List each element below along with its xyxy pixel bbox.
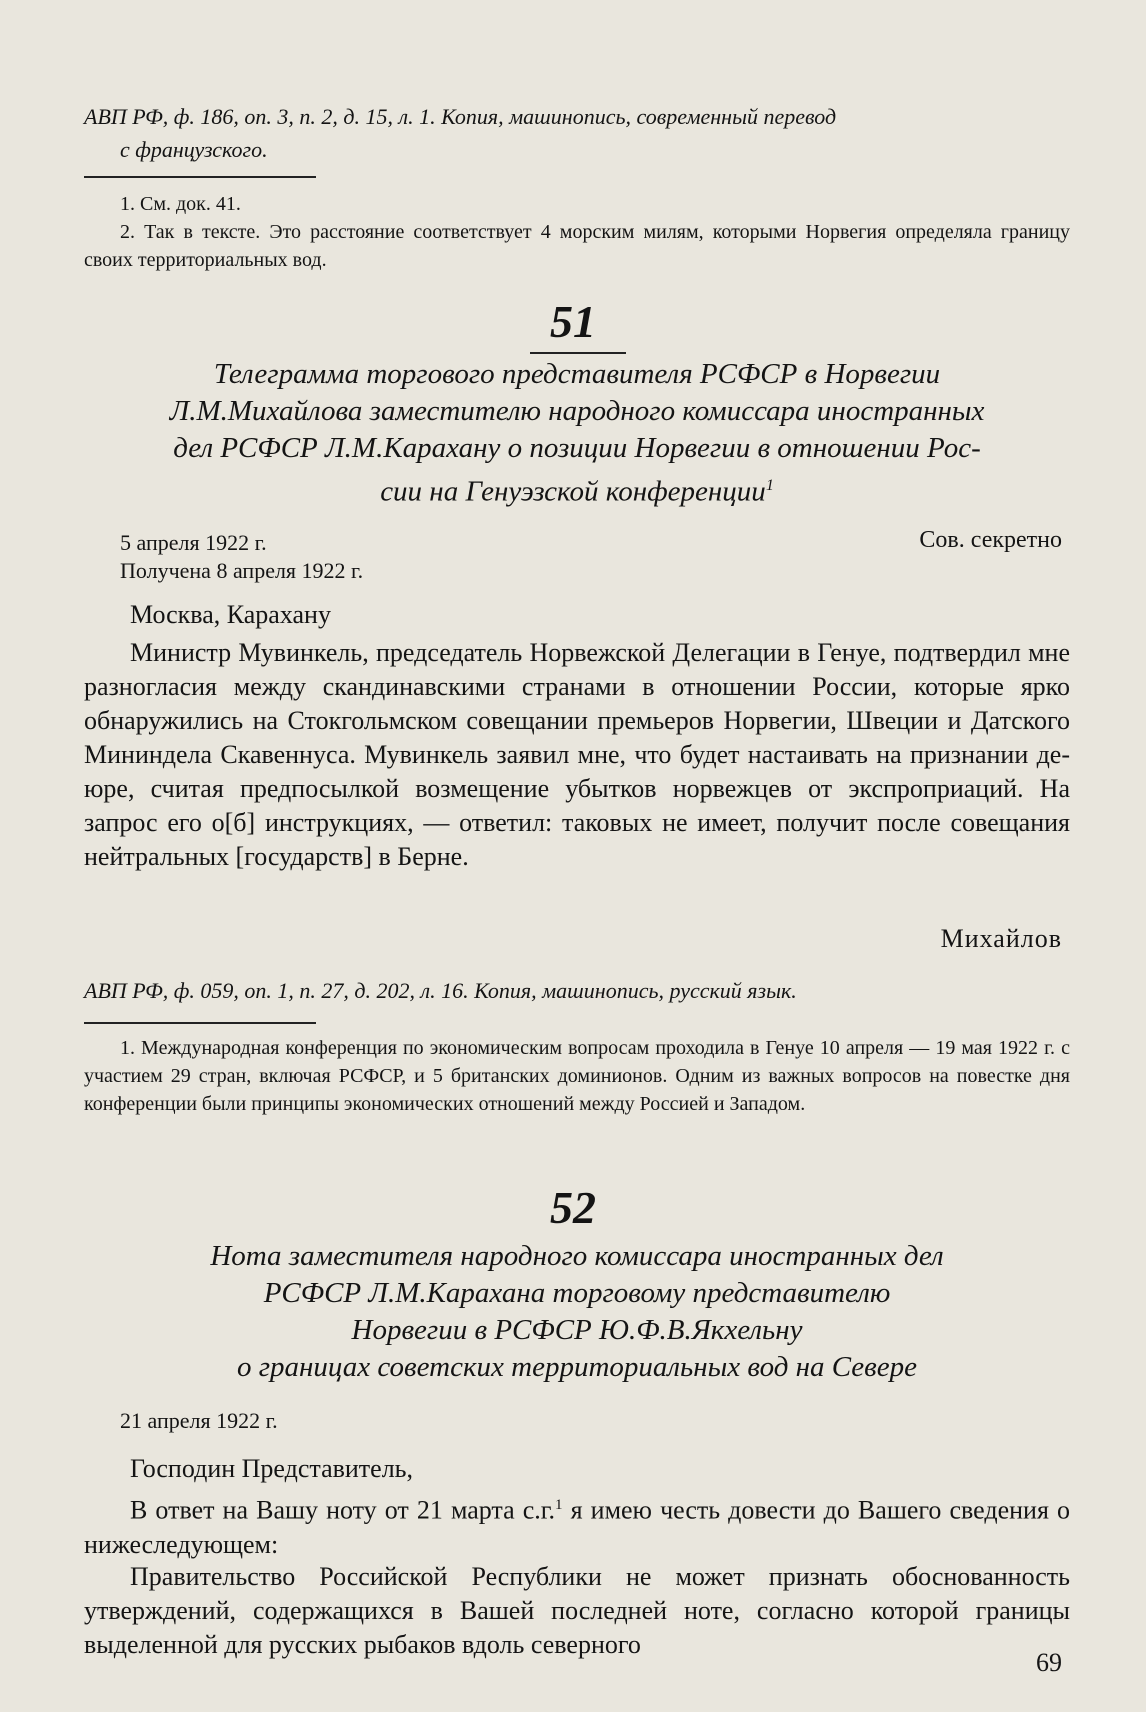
doc51-signature: Михайлов	[940, 924, 1062, 953]
doc51-title-line4: сии на Генуэзской конференции	[380, 475, 766, 508]
doc51-classification: Сов. секретно	[919, 527, 1062, 553]
footnote-rule	[84, 176, 316, 178]
doc50-source-line1: АВП РФ, ф. 186, оп. 3, п. 2, д. 15, л. 1. Копия, машинопись, современный перевод	[84, 104, 837, 129]
doc51-title-line2: Л.М.Михайлова заместителю народного комиссара иностранных	[169, 395, 985, 427]
doc51-title-footnote-ref: 1	[765, 477, 774, 494]
doc51-body	[84, 636, 1070, 874]
doc50-footnote-2: 2. Так в тексте. Это расстояние соответствует 4 морским милям, которыми Норвегия определяла границу своих территориальных вод.	[84, 221, 1070, 271]
doc52-salutation-text: Господин Представитель,	[130, 1454, 414, 1483]
doc51-title-line1: Телеграмма торгового представителя РСФСР в Норвегии	[213, 358, 941, 390]
doc51-number: 51	[550, 296, 596, 347]
doc51-title	[84, 356, 1070, 511]
doc52-salutation	[84, 1452, 1070, 1486]
doc52-title	[84, 1238, 1070, 1386]
doc52-para1-end: я имею честь довести до Вашего сведения о нижеследующем:	[84, 1495, 1070, 1559]
doc52-para1-start: В ответ на Вашу ноту от 21 марта с.г.	[130, 1495, 556, 1525]
doc52-paragraph-1	[84, 1488, 1070, 1562]
doc52-date: 21 апреля 1922 г.	[120, 1408, 278, 1433]
doc51-date: 5 апреля 1922 г.	[120, 530, 267, 555]
doc51-number-underline	[530, 352, 626, 354]
doc52-title-line4: о границах советских территориальных вод на Севере	[236, 1351, 918, 1383]
doc52-para1-footnote-ref: 1	[555, 1497, 563, 1513]
doc52-number: 52	[550, 1182, 596, 1233]
doc51-address	[84, 598, 1070, 632]
doc52-paragraph-2	[84, 1560, 1070, 1662]
footnote-rule-2	[84, 1022, 316, 1024]
doc52-title-line3: Норвегии в РСФСР Ю.Ф.В.Якхельну	[351, 1314, 803, 1346]
doc51-footnote-1: 1. Международная конференция по экономическим вопросам проходила в Генуе 10 апреля — 19 мая 1922 г. с участием 29 стран, включая РСФСР, и 5 британских доминионов. Одним из важных вопросов на повестке дня конференции были принципы экономических отношений между Россией и Западом.	[84, 1037, 1070, 1115]
doc51-address-text: Москва, Карахану	[130, 600, 331, 629]
doc52-title-line1: Нота заместителя народного комиссара иностранных дел	[210, 1240, 944, 1272]
doc50-footnote-1: 1. См. док. 41.	[120, 193, 241, 215]
doc51-source: АВП РФ, ф. 059, оп. 1, п. 27, д. 202, л. 16. Копия, машинопись, русский язык.	[84, 978, 797, 1003]
doc52-title-line2: РСФСР Л.М.Карахана торговому представителю	[263, 1277, 891, 1309]
doc51-body-text: Министр Мувинкель, председатель Норвежской Делегации в Генуе, подтвердил мне разногласия между скандинавскими странами в отношении России, которые ярко обнаружились на Стокгольмском совещании премьеров Норвегии, Швеции и Датского Мининдела Скавеннуса. Мувинкель заявил мне, что будет настаивать на признании де-юре, считая предпосылкой возмещение убытков норвежцев от экспроприаций. На запрос его о[б] инструкциях, — ответил: таковых не имеет, получит после совещания нейтральных [государств] в Берне.	[84, 638, 1070, 871]
doc50-footnotes	[84, 190, 1070, 274]
doc51-footnotes	[84, 1034, 1070, 1118]
doc51-received: Получена 8 апреля 1922 г.	[120, 558, 364, 583]
doc50-source	[84, 100, 1070, 166]
page-number: 69	[1036, 1648, 1062, 1677]
doc50-source-line2: с французского.	[120, 137, 268, 162]
doc52-para2-text: Правительство Российской Республики не может признать обоснованность утверждений, содержащихся в Вашей последней ноте, согласно которой границы выделенной для русских рыбаков вдоль северного	[84, 1562, 1070, 1659]
doc51-title-line3: дел РСФСР Л.М.Карахану о позиции Норвегии в отношении Рос-	[173, 432, 981, 464]
